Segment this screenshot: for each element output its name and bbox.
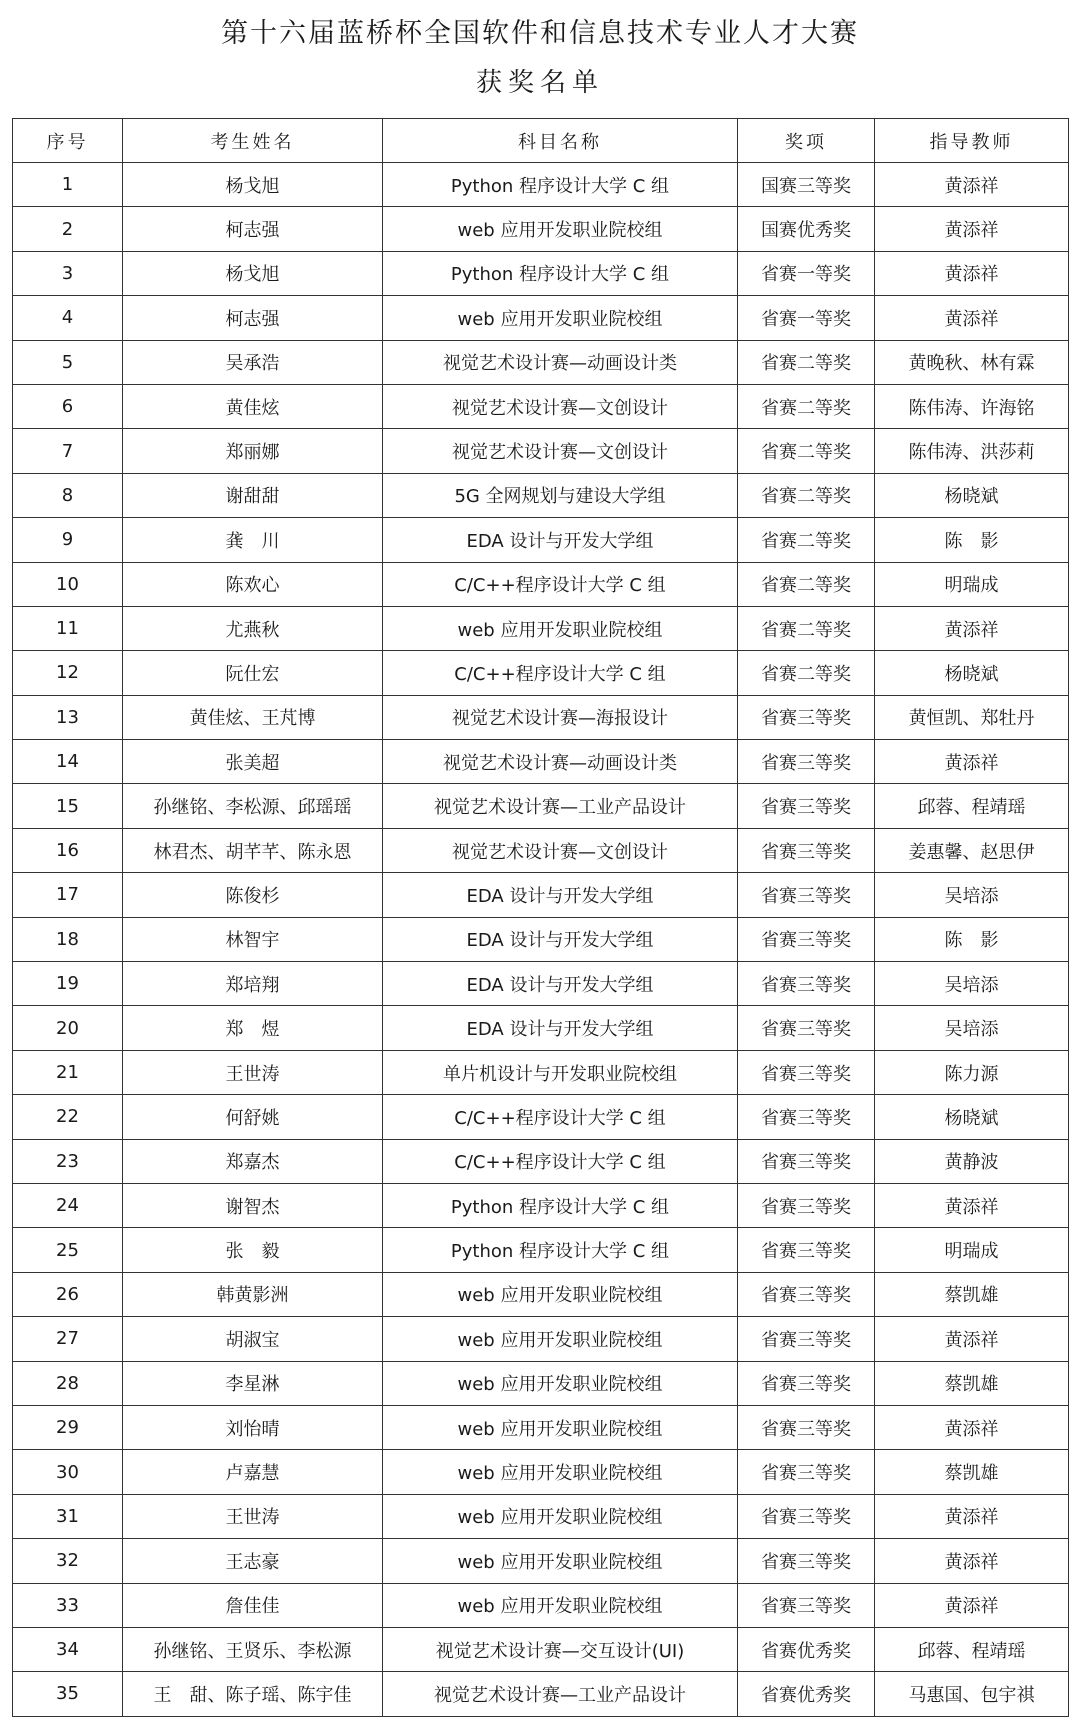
cell-no: 34 (13, 1627, 123, 1671)
cell-name: 杨戈旭 (123, 251, 383, 295)
cell-subject: EDA 设计与开发大学组 (383, 873, 738, 917)
cell-award: 省赛优秀奖 (738, 1627, 875, 1671)
table-row (13, 1450, 1069, 1494)
table-row (13, 1317, 1069, 1361)
cell-subject: web 应用开发职业院校组 (383, 1494, 738, 1538)
cell-name: 王志豪 (123, 1539, 383, 1583)
cell-award: 省赛一等奖 (738, 251, 875, 295)
cell-award: 省赛三等奖 (738, 1228, 875, 1272)
cell-name: 郑嘉杰 (123, 1139, 383, 1183)
table-row (13, 340, 1069, 384)
cell-teacher: 马惠国、包宇祺 (875, 1672, 1069, 1716)
cell-subject: web 应用开发职业院校组 (383, 1583, 738, 1627)
cell-award: 省赛三等奖 (738, 695, 875, 739)
cell-teacher: 黄添祥 (875, 207, 1069, 251)
cell-subject: EDA 设计与开发大学组 (383, 917, 738, 961)
cell-name: 谢智杰 (123, 1183, 383, 1227)
cell-award: 省赛三等奖 (738, 1183, 875, 1227)
cell-teacher: 蔡凯雄 (875, 1361, 1069, 1405)
cell-name: 阮仕宏 (123, 651, 383, 695)
cell-no: 32 (13, 1539, 123, 1583)
header-row (13, 119, 1069, 163)
cell-teacher: 黄添祥 (875, 1405, 1069, 1449)
cell-award: 省赛三等奖 (738, 1272, 875, 1316)
cell-award: 省赛三等奖 (738, 1095, 875, 1139)
cell-subject: Python 程序设计大学 C 组 (383, 251, 738, 295)
table-row (13, 1539, 1069, 1583)
document-title: 第十六届蓝桥杯全国软件和信息技术专业人才大赛 (221, 18, 859, 49)
cell-name: 林智宇 (123, 917, 383, 961)
cell-subject: web 应用开发职业院校组 (383, 1272, 738, 1316)
cell-subject: EDA 设计与开发大学组 (383, 962, 738, 1006)
cell-name: 王世涛 (123, 1050, 383, 1094)
header-no: 序号 (13, 119, 123, 163)
table-row (13, 1050, 1069, 1094)
cell-subject: 视觉艺术设计赛—动画设计类 (383, 340, 738, 384)
table-row (13, 1183, 1069, 1227)
cell-name: 杨戈旭 (123, 163, 383, 207)
cell-teacher: 黄添祥 (875, 163, 1069, 207)
cell-no: 29 (13, 1405, 123, 1449)
header-teacher: 指导教师 (875, 119, 1069, 163)
table-row (13, 1139, 1069, 1183)
cell-teacher: 明瑞成 (875, 1228, 1069, 1272)
table-row (13, 784, 1069, 828)
cell-subject: C/C++程序设计大学 C 组 (383, 562, 738, 606)
cell-award: 省赛二等奖 (738, 384, 875, 428)
cell-award: 省赛三等奖 (738, 1317, 875, 1361)
table-row (13, 1405, 1069, 1449)
cell-subject: 单片机设计与开发职业院校组 (383, 1050, 738, 1094)
cell-award: 省赛一等奖 (738, 296, 875, 340)
cell-subject: web 应用开发职业院校组 (383, 207, 738, 251)
cell-teacher: 邱蓉、程靖瑶 (875, 1627, 1069, 1671)
cell-no: 26 (13, 1272, 123, 1316)
cell-award: 省赛三等奖 (738, 740, 875, 784)
cell-no: 20 (13, 1006, 123, 1050)
document-subtitle: 获奖名单 (475, 68, 604, 98)
cell-name: 陈欢心 (123, 562, 383, 606)
table-row (13, 251, 1069, 295)
cell-name: 郑培翔 (123, 962, 383, 1006)
cell-teacher: 杨晓斌 (875, 1095, 1069, 1139)
cell-teacher: 黄添祥 (875, 1494, 1069, 1538)
cell-teacher: 吴培添 (875, 1006, 1069, 1050)
cell-no: 27 (13, 1317, 123, 1361)
cell-subject: Python 程序设计大学 C 组 (383, 1228, 738, 1272)
cell-award: 省赛三等奖 (738, 828, 875, 872)
cell-name: 张美超 (123, 740, 383, 784)
cell-teacher: 吴培添 (875, 873, 1069, 917)
table-row (13, 384, 1069, 428)
cell-name: 刘怡晴 (123, 1405, 383, 1449)
cell-teacher: 黄恒凯、郑牡丹 (875, 695, 1069, 739)
cell-no: 11 (13, 606, 123, 650)
cell-subject: 5G 全网规划与建设大学组 (383, 473, 738, 517)
cell-teacher: 明瑞成 (875, 562, 1069, 606)
cell-name: 李星淋 (123, 1361, 383, 1405)
cell-no: 7 (13, 429, 123, 473)
cell-subject: web 应用开发职业院校组 (383, 1317, 738, 1361)
table-row (13, 1494, 1069, 1538)
cell-no: 31 (13, 1494, 123, 1538)
cell-teacher: 姜惠馨、赵思伊 (875, 828, 1069, 872)
cell-subject: 视觉艺术设计赛—文创设计 (383, 828, 738, 872)
cell-no: 25 (13, 1228, 123, 1272)
cell-teacher: 黄添祥 (875, 1317, 1069, 1361)
cell-no: 3 (13, 251, 123, 295)
cell-subject: 视觉艺术设计赛—动画设计类 (383, 740, 738, 784)
table-row (13, 1361, 1069, 1405)
cell-teacher: 陈伟涛、洪莎莉 (875, 429, 1069, 473)
cell-subject: EDA 设计与开发大学组 (383, 518, 738, 562)
table-row (13, 1627, 1069, 1671)
cell-subject: Python 程序设计大学 C 组 (383, 163, 738, 207)
cell-subject: 视觉艺术设计赛—工业产品设计 (383, 1672, 738, 1716)
cell-subject: EDA 设计与开发大学组 (383, 1006, 738, 1050)
cell-no: 1 (13, 163, 123, 207)
cell-name: 黄佳炫 (123, 384, 383, 428)
cell-subject: Python 程序设计大学 C 组 (383, 1183, 738, 1227)
cell-award: 省赛二等奖 (738, 518, 875, 562)
cell-award: 省赛三等奖 (738, 1361, 875, 1405)
table-row (13, 1272, 1069, 1316)
cell-teacher: 陈力源 (875, 1050, 1069, 1094)
cell-no: 12 (13, 651, 123, 695)
cell-award: 省赛三等奖 (738, 1583, 875, 1627)
cell-teacher: 黄晚秋、林有霖 (875, 340, 1069, 384)
cell-award: 省赛三等奖 (738, 962, 875, 1006)
cell-award: 省赛三等奖 (738, 873, 875, 917)
cell-subject: C/C++程序设计大学 C 组 (383, 1095, 738, 1139)
cell-name: 卢嘉慧 (123, 1450, 383, 1494)
table-row (13, 207, 1069, 251)
cell-no: 35 (13, 1672, 123, 1716)
cell-no: 23 (13, 1139, 123, 1183)
table-row (13, 1095, 1069, 1139)
cell-award: 省赛二等奖 (738, 473, 875, 517)
cell-award: 省赛三等奖 (738, 1494, 875, 1538)
cell-teacher: 黄添祥 (875, 296, 1069, 340)
cell-name: 龚 川 (123, 518, 383, 562)
cell-name: 黄佳炫、王芃博 (123, 695, 383, 739)
cell-teacher: 吴培添 (875, 962, 1069, 1006)
cell-subject: 视觉艺术设计赛—文创设计 (383, 384, 738, 428)
table-row (13, 518, 1069, 562)
cell-no: 2 (13, 207, 123, 251)
cell-teacher: 陈 影 (875, 917, 1069, 961)
cell-no: 14 (13, 740, 123, 784)
cell-award: 省赛优秀奖 (738, 1672, 875, 1716)
cell-name: 谢甜甜 (123, 473, 383, 517)
cell-award: 省赛三等奖 (738, 1539, 875, 1583)
cell-name: 陈俊杉 (123, 873, 383, 917)
cell-teacher: 黄添祥 (875, 606, 1069, 650)
cell-name: 郑丽娜 (123, 429, 383, 473)
cell-no: 5 (13, 340, 123, 384)
table-row (13, 828, 1069, 872)
cell-subject: 视觉艺术设计赛—海报设计 (383, 695, 738, 739)
cell-no: 33 (13, 1583, 123, 1627)
cell-teacher: 邱蓉、程靖瑶 (875, 784, 1069, 828)
cell-no: 28 (13, 1361, 123, 1405)
cell-name: 孙继铭、王贤乐、李松源 (123, 1627, 383, 1671)
cell-award: 省赛二等奖 (738, 429, 875, 473)
cell-teacher: 黄添祥 (875, 1183, 1069, 1227)
cell-award: 省赛二等奖 (738, 562, 875, 606)
cell-award: 省赛三等奖 (738, 1006, 875, 1050)
cell-award: 省赛三等奖 (738, 1050, 875, 1094)
cell-subject: C/C++程序设计大学 C 组 (383, 1139, 738, 1183)
cell-name: 张 毅 (123, 1228, 383, 1272)
cell-no: 4 (13, 296, 123, 340)
cell-subject: web 应用开发职业院校组 (383, 296, 738, 340)
table-row (13, 296, 1069, 340)
cell-teacher: 黄添祥 (875, 740, 1069, 784)
cell-name: 林君杰、胡芊芊、陈永恩 (123, 828, 383, 872)
cell-no: 13 (13, 695, 123, 739)
table-row (13, 606, 1069, 650)
cell-teacher: 黄添祥 (875, 1539, 1069, 1583)
cell-no: 10 (13, 562, 123, 606)
cell-subject: 视觉艺术设计赛—工业产品设计 (383, 784, 738, 828)
cell-award: 省赛二等奖 (738, 606, 875, 650)
cell-teacher: 黄添祥 (875, 1583, 1069, 1627)
cell-name: 韩黄影洲 (123, 1272, 383, 1316)
cell-teacher: 黄静波 (875, 1139, 1069, 1183)
cell-name: 何舒姚 (123, 1095, 383, 1139)
table-header (13, 119, 1069, 163)
cell-subject: web 应用开发职业院校组 (383, 1405, 738, 1449)
cell-name: 尤燕秋 (123, 606, 383, 650)
cell-award: 国赛优秀奖 (738, 207, 875, 251)
cell-award: 国赛三等奖 (738, 163, 875, 207)
cell-no: 30 (13, 1450, 123, 1494)
cell-no: 16 (13, 828, 123, 872)
cell-no: 24 (13, 1183, 123, 1227)
cell-teacher: 蔡凯雄 (875, 1272, 1069, 1316)
cell-award: 省赛二等奖 (738, 340, 875, 384)
table-row (13, 651, 1069, 695)
cell-subject: web 应用开发职业院校组 (383, 1450, 738, 1494)
cell-name: 孙继铭、李松源、邱瑶瑶 (123, 784, 383, 828)
cell-name: 郑 煜 (123, 1006, 383, 1050)
cell-no: 19 (13, 962, 123, 1006)
header-subject: 科目名称 (383, 119, 738, 163)
cell-name: 王世涛 (123, 1494, 383, 1538)
cell-subject: C/C++程序设计大学 C 组 (383, 651, 738, 695)
cell-award: 省赛三等奖 (738, 917, 875, 961)
table-row (13, 917, 1069, 961)
table-body (13, 163, 1069, 1717)
header-name: 考生姓名 (123, 119, 383, 163)
cell-award: 省赛三等奖 (738, 1405, 875, 1449)
table-row (13, 962, 1069, 1006)
cell-name: 詹佳佳 (123, 1583, 383, 1627)
table-row (13, 163, 1069, 207)
cell-award: 省赛三等奖 (738, 784, 875, 828)
cell-no: 22 (13, 1095, 123, 1139)
cell-no: 15 (13, 784, 123, 828)
table-row (13, 429, 1069, 473)
cell-no: 6 (13, 384, 123, 428)
cell-no: 8 (13, 473, 123, 517)
table-row (13, 562, 1069, 606)
cell-subject: web 应用开发职业院校组 (383, 1539, 738, 1583)
cell-no: 18 (13, 917, 123, 961)
cell-teacher: 杨晓斌 (875, 473, 1069, 517)
table-row (13, 1006, 1069, 1050)
cell-no: 17 (13, 873, 123, 917)
cell-award: 省赛二等奖 (738, 651, 875, 695)
table-row (13, 1672, 1069, 1716)
table-row (13, 873, 1069, 917)
cell-teacher: 黄添祥 (875, 251, 1069, 295)
cell-name: 吴承浩 (123, 340, 383, 384)
cell-subject: web 应用开发职业院校组 (383, 1361, 738, 1405)
header-award: 奖项 (738, 119, 875, 163)
table-row (13, 1228, 1069, 1272)
cell-teacher: 陈 影 (875, 518, 1069, 562)
cell-teacher: 蔡凯雄 (875, 1450, 1069, 1494)
cell-subject: 视觉艺术设计赛—交互设计(UI) (383, 1627, 738, 1671)
cell-award: 省赛三等奖 (738, 1139, 875, 1183)
cell-name: 柯志强 (123, 207, 383, 251)
cell-no: 21 (13, 1050, 123, 1094)
cell-subject: web 应用开发职业院校组 (383, 606, 738, 650)
table-row (13, 695, 1069, 739)
cell-name: 胡淑宝 (123, 1317, 383, 1361)
cell-teacher: 陈伟涛、许海铭 (875, 384, 1069, 428)
cell-name: 王 甜、陈子瑶、陈宇佳 (123, 1672, 383, 1716)
cell-subject: 视觉艺术设计赛—文创设计 (383, 429, 738, 473)
awards-table (12, 118, 1069, 1717)
table-row (13, 740, 1069, 784)
table-row (13, 1583, 1069, 1627)
cell-no: 9 (13, 518, 123, 562)
cell-award: 省赛三等奖 (738, 1450, 875, 1494)
cell-name: 柯志强 (123, 296, 383, 340)
table-row (13, 473, 1069, 517)
cell-teacher: 杨晓斌 (875, 651, 1069, 695)
